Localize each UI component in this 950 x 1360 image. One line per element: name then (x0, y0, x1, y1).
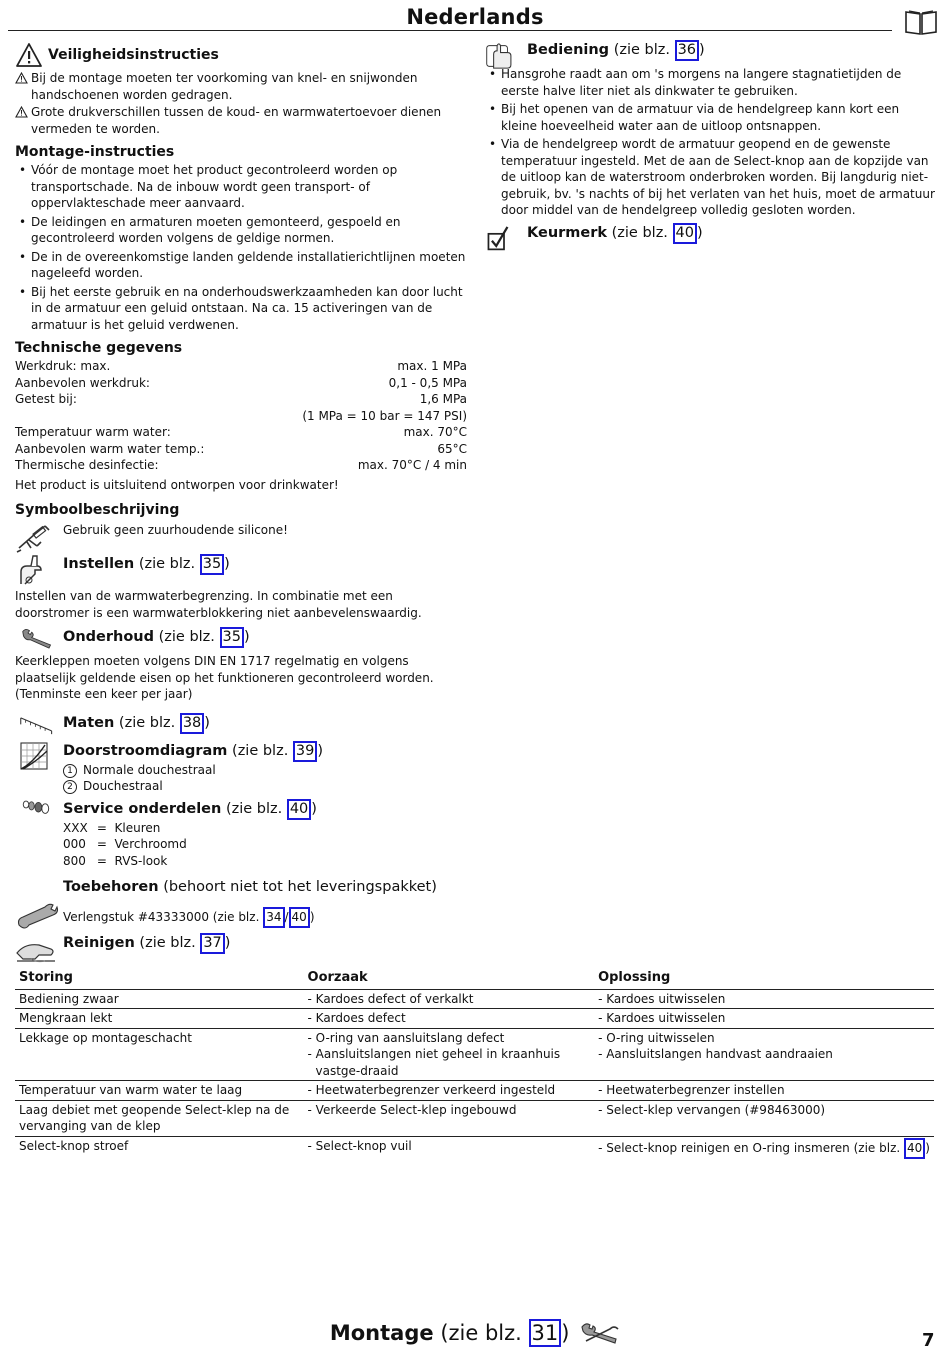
table-cell: - Verkeerde Select-klep ingebouwd (304, 1100, 595, 1136)
page-link-37[interactable]: 37 (200, 933, 224, 954)
table-row (15, 1009, 934, 1029)
doorstroom-heading (63, 741, 467, 762)
paren: ) (243, 629, 250, 645)
keurmerk-row (485, 223, 935, 255)
table-cell: - Heetwaterbegrenzer instellen (594, 1081, 934, 1101)
paren: ) (696, 224, 703, 241)
paren: ) (311, 800, 317, 817)
footer-montage (0, 1318, 950, 1351)
symbol-silicone (15, 522, 467, 554)
reinigen-heading (63, 933, 467, 954)
paren: ) (925, 1140, 930, 1155)
table-row (15, 1136, 934, 1160)
see-page-label: (zie blz. (139, 935, 196, 951)
spec-row (15, 375, 467, 392)
onderhoud-text: Keerkleppen moeten volgens DIN EN 1717 regelmatig en volgens plaatselijk geldende eisen op het funktioneren gecontroleerd worden. (Tenminste een keer per jaar) (15, 654, 434, 701)
warning-icon (15, 42, 43, 68)
table-row (15, 1081, 934, 1101)
spec-value: max. 70°C / 4 min (357, 458, 467, 472)
column-header: Storing (15, 970, 304, 989)
equals: = (96, 853, 107, 868)
spec-label: Temperatuur warm water: (15, 425, 171, 439)
list-item: • Bij het openen van de armatuur via de hendelgreep kann kort een kleine hoeveelheid water aan de uitloop ontsnappen. (485, 101, 935, 134)
page-link-35[interactable]: 35 (220, 627, 244, 648)
flow-diagram-icon (15, 741, 59, 773)
adjust-hand-icon (15, 554, 59, 586)
onderhoud-title: Onderhoud (63, 629, 155, 645)
warning-icon (15, 106, 28, 118)
spec-value: max. 70°C (403, 425, 467, 439)
list-item: • De in de overeenkomstige landen geldende installatierichtlijnen moeten nageleefd worden. (15, 249, 467, 282)
paren: ) (699, 42, 705, 58)
circled-number: 2 (63, 780, 77, 794)
spec-value: 1,6 MPa (419, 392, 467, 406)
table-cell: Lekkage op montageschacht (15, 1028, 304, 1081)
table-cell: - Kardoes uitwisselen (594, 1009, 934, 1029)
page-number: 7 (922, 1330, 935, 1351)
table-cell: - Select-knop vuil (307, 1138, 412, 1153)
spec-row (15, 358, 467, 375)
page-link-40[interactable]: 40 (289, 907, 310, 928)
safety-item (15, 104, 467, 137)
legend-item (63, 762, 467, 779)
instellen-title: Instellen (63, 556, 135, 572)
table-cell: Select-knop stroef (19, 1138, 129, 1153)
spec-value: (1 MPa = 10 bar = 147 PSI) (302, 408, 467, 423)
list-item: • De leidingen en armaturen moeten gemonteerd, gespoeld en gecontroleerd worden volgens de geldige normen. (15, 214, 467, 247)
slash: / (284, 910, 289, 924)
table-cell: - Select-klep vervangen (#98463000) (594, 1100, 934, 1136)
code: 800 (63, 853, 86, 868)
toebehoren-title: Toebehoren (63, 879, 159, 895)
safety-heading (15, 42, 467, 68)
page-link-36[interactable]: 36 (675, 40, 699, 61)
spec-row (15, 408, 467, 425)
approval-check-icon (485, 223, 523, 255)
spec-row (15, 441, 467, 458)
symbol-onderhoud (15, 627, 467, 651)
see-page-label: (zie blz. (225, 800, 283, 817)
equals: = (96, 820, 107, 835)
column-header: Oplossing (594, 970, 934, 989)
circled-number: 1 (63, 764, 77, 778)
code: XXX (63, 820, 88, 835)
spec-table (15, 358, 467, 474)
paren: ) (224, 935, 231, 951)
spec-row (15, 391, 467, 408)
table-cell (594, 1028, 934, 1081)
maten-heading (63, 713, 467, 734)
toebehoren-item (63, 901, 467, 928)
solution-item: - O-ring uitwisselen (598, 1030, 715, 1045)
safety-item (15, 70, 467, 103)
code-row (63, 820, 467, 837)
spec-label: Thermische desinfectie: (15, 458, 159, 472)
instellen-text: Instellen van de warmwaterbegrenzing. In combinatie met een doorstromer is een warmwaterblokkering niet aanbevelenswaardig. (15, 589, 422, 620)
montage-title: Montage-instructies (15, 144, 175, 160)
toebehoren-note: (behoort niet tot het leveringspakket) (163, 879, 437, 895)
spec-label: Aanbevolen warm water temp.: (15, 441, 205, 456)
list-item: • Bij het eerste gebruik en na onderhoudswerkzaamheden kan door lucht in de armatuur een geluid ontstaan. Na ca. 15 activeringen van de armatuur is het geluid verdwenen. (15, 284, 467, 334)
book-icon (904, 8, 938, 36)
legend-item (63, 778, 467, 795)
page-link-34[interactable]: 34 (263, 907, 284, 928)
spec-row (15, 424, 467, 441)
table-cell: - Kardoes uitwisselen (594, 989, 934, 1009)
spec-label: Getest bij: (15, 392, 77, 406)
paren: ) (224, 556, 230, 572)
toebehoren-text: Verlengstuk #43333000 (zie blz. (63, 910, 260, 924)
paren: ) (317, 742, 324, 759)
spec-value: 65°C (437, 441, 467, 456)
legend-label: Douchestraal (83, 779, 163, 793)
toebehoren-heading (63, 877, 467, 897)
symbol-maten (15, 713, 467, 739)
solution-text: - Select-knop reinigen en O-ring insmeren (zie blz. (598, 1140, 901, 1155)
wrench-icon (580, 1321, 620, 1347)
see-page-label: (zie blz. (158, 629, 215, 645)
paren: ) (561, 1321, 570, 1345)
bediening-list (485, 66, 935, 219)
troubleshooting-table (15, 970, 934, 1160)
code-label: Kleuren (114, 820, 161, 835)
page-link-40[interactable]: 40 (673, 223, 697, 244)
see-page-label: (zie blz. (232, 742, 289, 759)
code-row (63, 836, 467, 853)
paren: ) (204, 714, 210, 731)
table-row (15, 1028, 934, 1081)
page-link-40[interactable]: 40 (287, 799, 311, 820)
list-item: • Hansgrohe raadt aan om 's morgens na langere stagnatietijden de eerste halve liter niet als dinkwater te gebruiken. (485, 66, 935, 99)
symbol-doorstroom (15, 741, 467, 795)
see-page-label: (zie blz. (440, 1321, 522, 1345)
symbol-reinigen (15, 933, 467, 965)
see-page-label: (zie blz. (118, 714, 176, 731)
silicone-text: Gebruik geen zuurhoudende silicone! (63, 523, 288, 537)
safety-title: Veiligheidsinstructies (48, 46, 219, 63)
left-column (15, 42, 467, 965)
cause-item: - Aansluitslangen niet geheel in kraanhuis vastge-draaid (307, 1047, 561, 1078)
solution-item: - Aansluitslangen handvast aandraaien (598, 1047, 833, 1061)
page-link-31[interactable]: 31 (529, 1319, 562, 1347)
title-divider (8, 30, 892, 31)
wrench-icon (15, 627, 59, 651)
list-item: • Vóór de montage moet het product gecontroleerd worden op transportschade. Na de inbouw wordt geen transport- of oppervlakteschade meer aanvaard. (15, 162, 467, 212)
page-link-35[interactable]: 35 (200, 554, 224, 575)
spec-value: max. 1 MPa (397, 359, 467, 373)
table-cell: Mengkraan lekt (15, 1009, 304, 1029)
list-item: • Via de hendelgreep wordt de armatuur geopend en de gewenste temperatuur ingesteld. Met de aan de Select-knop aan de kopzijde van de uitloop kan de waterstroom onderbroken worden. Bij langdurig niet-gebruik, bv. 's nachts of bij het verlaten van het huis, moet de armatuur door middel van de hendelgreep volledig gesloten worden. (485, 136, 935, 219)
right-column (485, 40, 935, 255)
symbol-toebehoren (15, 901, 467, 933)
keurmerk-heading (527, 223, 935, 244)
page-link-40[interactable]: 40 (904, 1138, 925, 1159)
table-cell: Temperatuur van warm water te laag (15, 1081, 304, 1101)
silicone-gun-icon (15, 522, 59, 554)
code: 000 (63, 837, 86, 851)
page-title: Nederlands (406, 5, 544, 29)
spec-value: 0,1 - 0,5 MPa (388, 375, 467, 390)
reinigen-title: Reinigen (63, 935, 135, 951)
ruler-icon (15, 713, 59, 739)
bediening-title: Bediening (527, 42, 610, 58)
see-page-label: (zie blz. (611, 224, 668, 241)
code-label: Verchroomd (114, 837, 187, 851)
spec-label: Aanbevolen werkdruk: (15, 375, 150, 390)
table-row (15, 1100, 934, 1136)
toebehoren-block (15, 877, 467, 897)
see-page-label: (zie blz. (613, 42, 670, 58)
column-header: Oorzaak (304, 970, 595, 989)
onderhoud-heading (63, 627, 467, 648)
keurmerk-title: Keurmerk (527, 224, 608, 241)
warning-icon (15, 72, 28, 84)
see-page-label: (zie blz. (138, 556, 196, 572)
table-cell: - Kardoes defect (304, 1009, 595, 1029)
table-cell: Bediening zwaar (15, 989, 304, 1009)
table-cell: - Heetwaterbegrenzer verkeerd ingesteld (304, 1081, 595, 1101)
page-link-39[interactable]: 39 (293, 741, 317, 762)
code-label: RVS-look (114, 853, 168, 868)
safety-item-text: Bij de montage moeten ter voorkoming van knel- en snijwonden handschoenen worden gedragen. (31, 71, 418, 102)
drinking-water-note: Het product is uitsluitend ontworpen voor drinkwater! (15, 477, 339, 492)
code-row (63, 853, 467, 870)
paren: ) (309, 910, 315, 924)
table-cell: Laag debiet met geopende Select-klep na de vervanging van de klep (15, 1100, 304, 1136)
table-row (15, 989, 934, 1009)
table-cell (304, 1028, 595, 1081)
service-title: Service onderdelen (63, 800, 222, 817)
page-link-38[interactable]: 38 (180, 713, 204, 734)
equals: = (96, 837, 107, 851)
spec-label: Werkdruk: max. (15, 359, 111, 373)
cleaning-hand-icon (15, 933, 59, 965)
symbol-service (15, 799, 467, 870)
safety-item-text: Grote drukverschillen tussen de koud- en warmwatertoevoer dienen vermeden te worden. (31, 105, 442, 136)
legend-label: Normale douchestraal (83, 762, 216, 777)
cause-item: - O-ring van aansluitslang defect (307, 1030, 505, 1045)
table-header-row (15, 970, 934, 989)
maten-title: Maten (63, 714, 115, 731)
spare-parts-icon (15, 799, 59, 821)
spec-row (15, 457, 467, 474)
symbol-instellen (15, 554, 467, 586)
instellen-heading (63, 554, 467, 575)
doorstroom-title: Doorstroomdiagram (63, 742, 228, 759)
service-heading (63, 799, 467, 820)
tech-title: Technische gegevens (15, 340, 183, 356)
footer-title: Montage (329, 1321, 434, 1345)
extension-wrench-icon (15, 901, 59, 933)
table-cell: - Kardoes defect of verkalkt (304, 989, 595, 1009)
bediening-heading (527, 40, 935, 61)
table-cell (594, 1136, 934, 1160)
symbols-title: Symboolbeschrijving (15, 502, 180, 518)
montage-list (15, 162, 467, 333)
